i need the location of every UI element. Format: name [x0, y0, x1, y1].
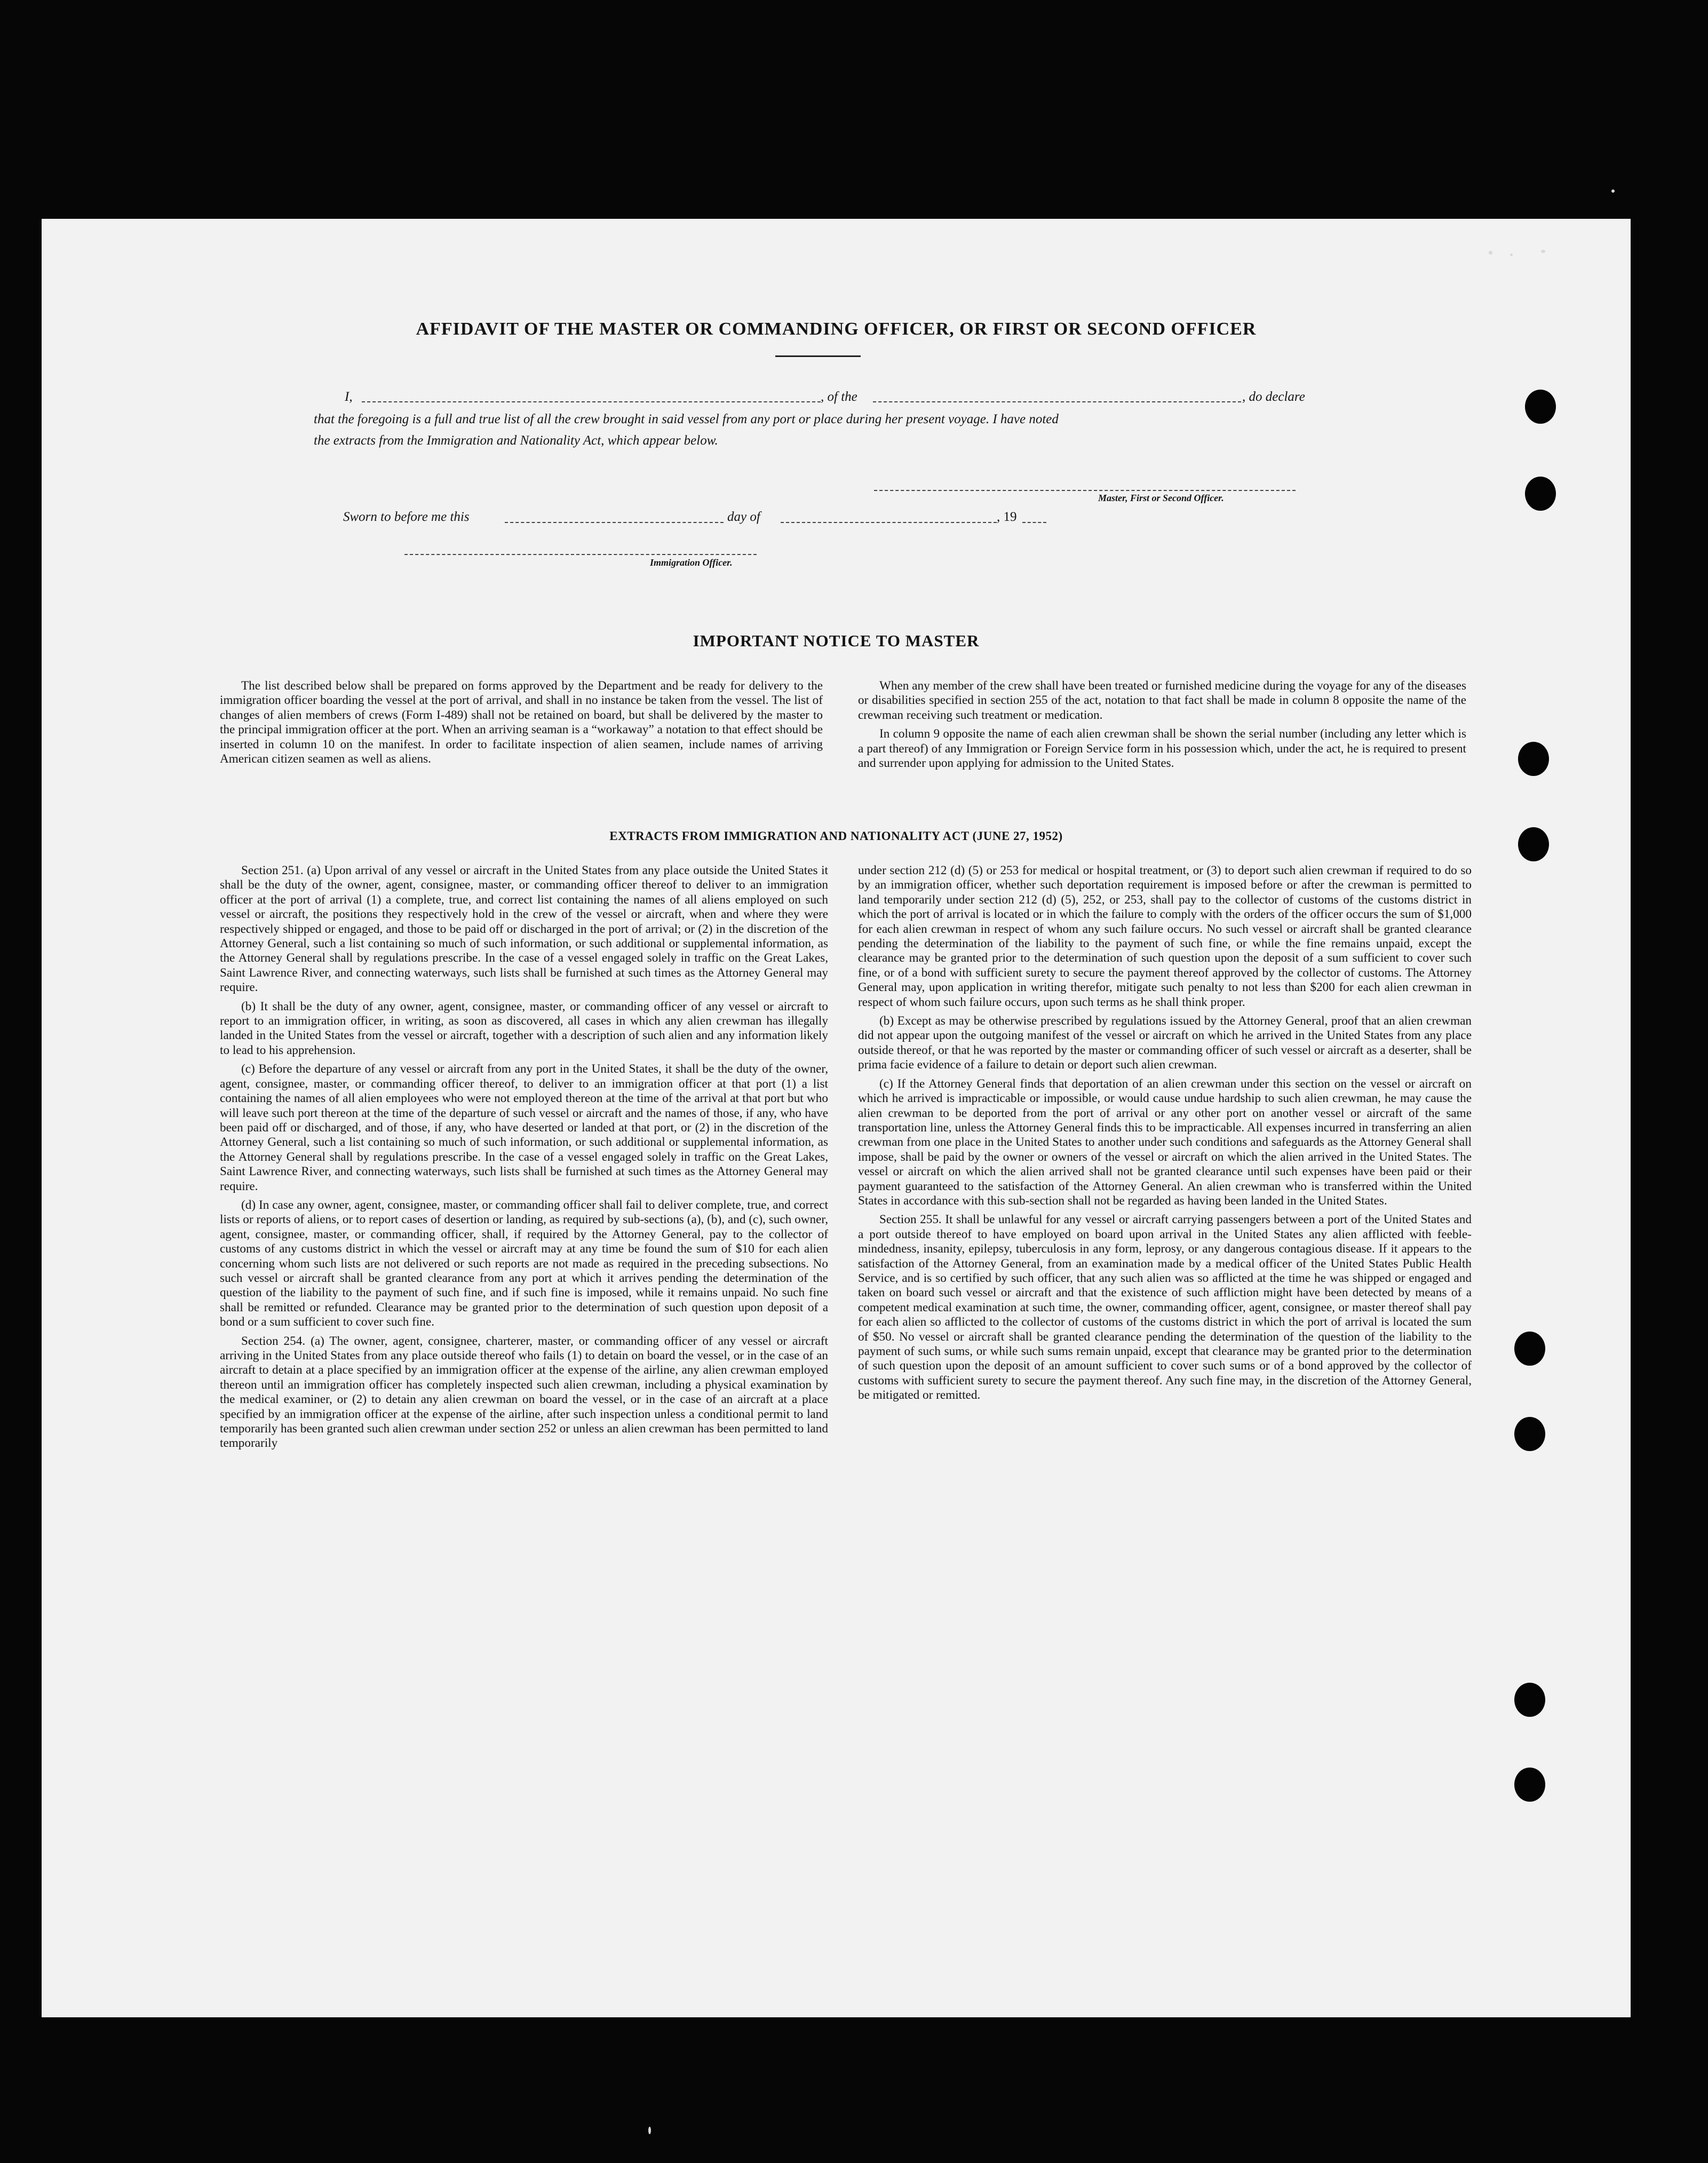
- extract-paragraph: under section 212 (d) (5) or 253 for medical or hospital treatment, or (3) to deport such alien crewman if required to do so by an immigration officer, whether such deportation requirement is imposed before or after the crewman is permitted to land temporarily under section 212 (d) (5), 252, or 253, shall pay to the collector of customs of the customs district in which the port of arrival is located or in which the failure to comply with the orders of the officer occurs the sum of $1,000 for each alien crewman in respect of whom any such failure occurs. No such vessel or aircraft shall be granted clearance pending the determination of the liability to the payment of such fine, or while the fine remains unpaid, except the clearance may be granted prior to the determination of such question upon the deposit of a sum sufficient to cover such fine, or of a bond with sufficient surety to secure the payment thereof approved by the collector of customs. The Attorney General may, upon application in writing therefor, mitigate such penalty to not less than $200 for each alien crewman in respect of whom such failure occurs, upon such terms as he shall think proper.: [858, 863, 1472, 1009]
- extract-paragraph: (b) Except as may be otherwise prescribed by regulations issued by the Attorney General, proof that an alien crewman did not appear upon the outgoing manifest of the vessel or aircraft on which he arrived in the United States from any place outside thereof, or that he was reported by the master or commanding officer of such vessel or aircraft as a deserter, shall be prima facie evidence of a failure to detain or deport such alien crewman.: [858, 1014, 1472, 1072]
- title-underline: [775, 355, 861, 357]
- sworn-month-blank[interactable]: [781, 522, 997, 523]
- of-the-label: , of the: [821, 390, 857, 404]
- sworn-label: Sworn to before me this: [343, 510, 470, 524]
- notice-paragraph: In column 9 opposite the name of each alien crewman shall be shown the serial number (including any letter which is a part thereof) of any Immigration or Foreign Service form in his possession which, under the act, he is required to present and surrender upon applying for admission to the United States.: [858, 727, 1466, 771]
- punch-hole: [1514, 1768, 1545, 1802]
- punch-hole: [1518, 742, 1549, 776]
- film-speck: [648, 2127, 651, 2134]
- sworn-date-blank[interactable]: [505, 522, 724, 523]
- notice-right-column: [858, 679, 1466, 771]
- name-blank[interactable]: [362, 401, 821, 402]
- extract-paragraph: Section 254. (a) The owner, agent, consignee, charterer, master, or commanding officer of any vessel or aircraft arriving in the United States from any place outside thereof who fails (1) to detain on board the vessel, or in the case of an aircraft to detain at a place specified by an immigration officer at the expense of the airline, any alien crewman employed thereon until an immigration officer has completely inspected such alien crewman, including a physical examination by the medical examiner, or (2) to detain any alien crewman on board the vessel, or in the case of an aircraft at a place specified by an immigration officer at the expense of the airline, after such inspection unless a conditional permit to land temporarily has been granted such alien crewman under section 252 or unless an alien crewman has been permitted to land temporarily: [220, 1334, 828, 1451]
- officer-signature-blank[interactable]: [404, 554, 757, 555]
- year-prefix: , 19: [997, 510, 1017, 524]
- punch-hole: [1525, 390, 1556, 424]
- officer-label: Immigration Officer.: [650, 557, 733, 568]
- extract-paragraph: Section 251. (a) Upon arrival of any vessel or aircraft in the United States from any place outside the United States it shall be the duty of the owner, agent, consignee, master, or commanding officer thereof to deliver to an immigration officer at the port of arrival (1) a complete, true, and correct list containing the names of all aliens employed on such vessel or aircraft, the positions they respectively hold in the crew of the vessel or aircraft, when and where they were respectively shipped or engaged, and those to be paid off or discharged in the port of arrival; or (2) in the discretion of the Attorney General, such a list containing so much of such information, or such additional or supplemental information, as the Attorney General shall by regulations prescribe. In the case of a vessel engaged solely in traffic on the Great Lakes, Saint Lawrence River, and connecting waterways, such lists shall be furnished at such times as the Attorney General may require.: [220, 863, 828, 995]
- notice-left-column: [220, 679, 823, 766]
- i-label: I,: [345, 390, 353, 404]
- form-page: [42, 219, 1631, 2017]
- vessel-blank[interactable]: [873, 401, 1241, 402]
- statement-line-2: the extracts from the Immigration and Nationality Act, which appear below.: [314, 433, 718, 448]
- year-blank[interactable]: [1022, 522, 1046, 523]
- master-label: Master, First or Second Officer.: [1098, 493, 1224, 503]
- do-declare-label: , do declare: [1242, 390, 1305, 404]
- film-speck: [1611, 189, 1615, 193]
- extracts-right-column: [858, 863, 1472, 1403]
- master-signature-blank[interactable]: [874, 490, 1296, 491]
- notice-title: IMPORTANT NOTICE TO MASTER: [693, 631, 980, 650]
- statement-line-1: that the foregoing is a full and true list of all the crew brought in said vessel from any port or place during her present voyage. I have noted: [314, 412, 1059, 426]
- punch-hole: [1518, 827, 1549, 861]
- punch-hole: [1514, 1417, 1545, 1451]
- extract-paragraph: Section 255. It shall be unlawful for any vessel or aircraft carrying passengers between a port of the United States and a port outside thereof to have employed on board upon arrival in the United States any alien afflicted with feeble-mindedness, insanity, epilepsy, tuberculosis in any form, leprosy, or any dangerous contagious disease. If it appears to the satisfaction of the Attorney General, from an examination made by a medical officer of the United States Public Health Service, and is so certified by such officer, that any such alien was so afflicted at the time he was shipped or engaged and taken on board such vessel or aircraft and that the existence of such affliction might have been detected by means of a competent medical examination at such time, the owner, commanding officer, agent, consignee, or master thereof shall pay for each alien so afflicted to the collector of customs of the customs district in which the port of arrival is located the sum of $50. No vessel or aircraft shall be granted clearance pending the determination of the question of the liability to the payment of such sums, or while such sums remain unpaid, except that clearance may be granted prior to the determination of such question upon the deposit of an amount sufficient to cover such sums or of a bond approved by the collector of customs with sufficient surety to secure the payment thereof. Any such fine may, in the discretion of the Attorney General, be mitigated or remitted.: [858, 1213, 1472, 1403]
- punch-hole: [1514, 1332, 1545, 1366]
- extract-paragraph: (d) In case any owner, agent, consignee, master, or commanding officer shall fail to deliver complete, true, and correct lists or reports of aliens, or to report cases of desertion or landing, as required by sub-sections (a), (b), and (c), such owner, agent, consignee, master, or commanding officer, shall, if required by the Attorney General, pay to the collector of customs of any customs district in which the vessel or aircraft may at any time be found the sum of $10 for each alien concerning whom such lists are not delivered or such reports are not made as required in the preceding subsections. No such vessel or aircraft shall be granted clearance from any port at which it arrives pending the determination of the question of the liability to the payment of such fine, and if such fine is imposed, while it remains unpaid. No such fine shall be remitted or refunded. Clearance may be granted prior to the determination of such question upon deposit of a bond or a sum sufficient to cover such fine.: [220, 1198, 828, 1329]
- film-speck: [1510, 253, 1513, 256]
- notice-paragraph: The list described below shall be prepared on forms approved by the Department and be ready for delivery to the immigration officer boarding the vessel at the port of arrival, and shall in no instance be taken from the vessel. The list of changes of alien members of crews (Form I-489) shall not be retained on board, but shall be delivered by the master to the principal immigration officer at the port. When an arriving seaman is a “workaway” a notation to that effect should be inserted in column 10 on the manifest. In order to facilitate inspection of alien seamen, include names of arriving American citizen seamen as well as aliens.: [220, 679, 823, 766]
- film-speck: [1541, 250, 1545, 253]
- extract-paragraph: (c) Before the departure of any vessel or aircraft from any port in the United States, it shall be the duty of the owner, agent, consignee, master, or commanding officer thereof, to deliver to an immigration officer at that port (1) a list containing the names of all alien employees who were not employed thereon at the time of the arrival at that port but who will leave such port thereon at the time of the departure of such vessel or aircraft and the names of those, if any, who have been paid off or discharged, and of those, if any, who have deserted or landed at that port, or (2) in the discretion of the Attorney General, such a list containing so much of such information, or such additional or supplemental information, as the Attorney General shall by regulations prescribe. In the case of a vessel engaged solely in traffic on the Great Lakes, Saint Lawrence River, and connecting waterways, such lists shall be furnished at such times as the Attorney General may require.: [220, 1062, 828, 1193]
- day-of-label: day of: [727, 510, 760, 524]
- punch-hole: [1514, 1683, 1545, 1717]
- punch-hole: [1525, 477, 1556, 511]
- extract-paragraph: (c) If the Attorney General finds that deportation of an alien crewman under this section on the vessel or aircraft on which he arrived is impracticable or impossible, or would cause undue hardship to such alien crewman, he may cause the alien crewman to be deported from the port of arrival or any other port on another vessel or aircraft of the same transportation line, unless the Attorney General finds this to be impracticable. All expenses incurred in transferring an alien crewman from one place in the United States to another under such conditions and safeguards as the Attorney General shall impose, shall be paid by the owner or owners of the vessel or aircraft on which the alien arrived in the United States. The vessel or aircraft on which the alien arrived shall not be granted clearance until such expenses have been paid or their payment guaranteed to the satisfaction of the Attorney General. An alien crewman who is transferred within the United States in accordance with this sub-section shall not be regarded as having been landed in the United States.: [858, 1076, 1472, 1208]
- extracts-left-column: [220, 863, 828, 1451]
- extracts-title: EXTRACTS FROM IMMIGRATION AND NATIONALITY ACT (JUNE 27, 1952): [609, 829, 1063, 843]
- film-speck: [1489, 251, 1492, 255]
- notice-paragraph: When any member of the crew shall have been treated or furnished medicine during the voyage for any of the diseases or disabilities specified in section 255 of the act, notation to that fact shall be made in column 8 opposite the name of the crewman receiving such treatment or medication.: [858, 679, 1466, 722]
- affidavit-title: AFFIDAVIT OF THE MASTER OR COMMANDING OFFICER, OR FIRST OR SECOND OFFICER: [416, 319, 1257, 339]
- extract-paragraph: (b) It shall be the duty of any owner, agent, consignee, master, or commanding officer of any vessel or aircraft to report to an immigration officer, in writing, as soon as discovered, all cases in which any alien crewman has illegally landed in the United States from the vessel or aircraft, together with a description of such alien and any information likely to lead to his apprehension.: [220, 999, 828, 1057]
